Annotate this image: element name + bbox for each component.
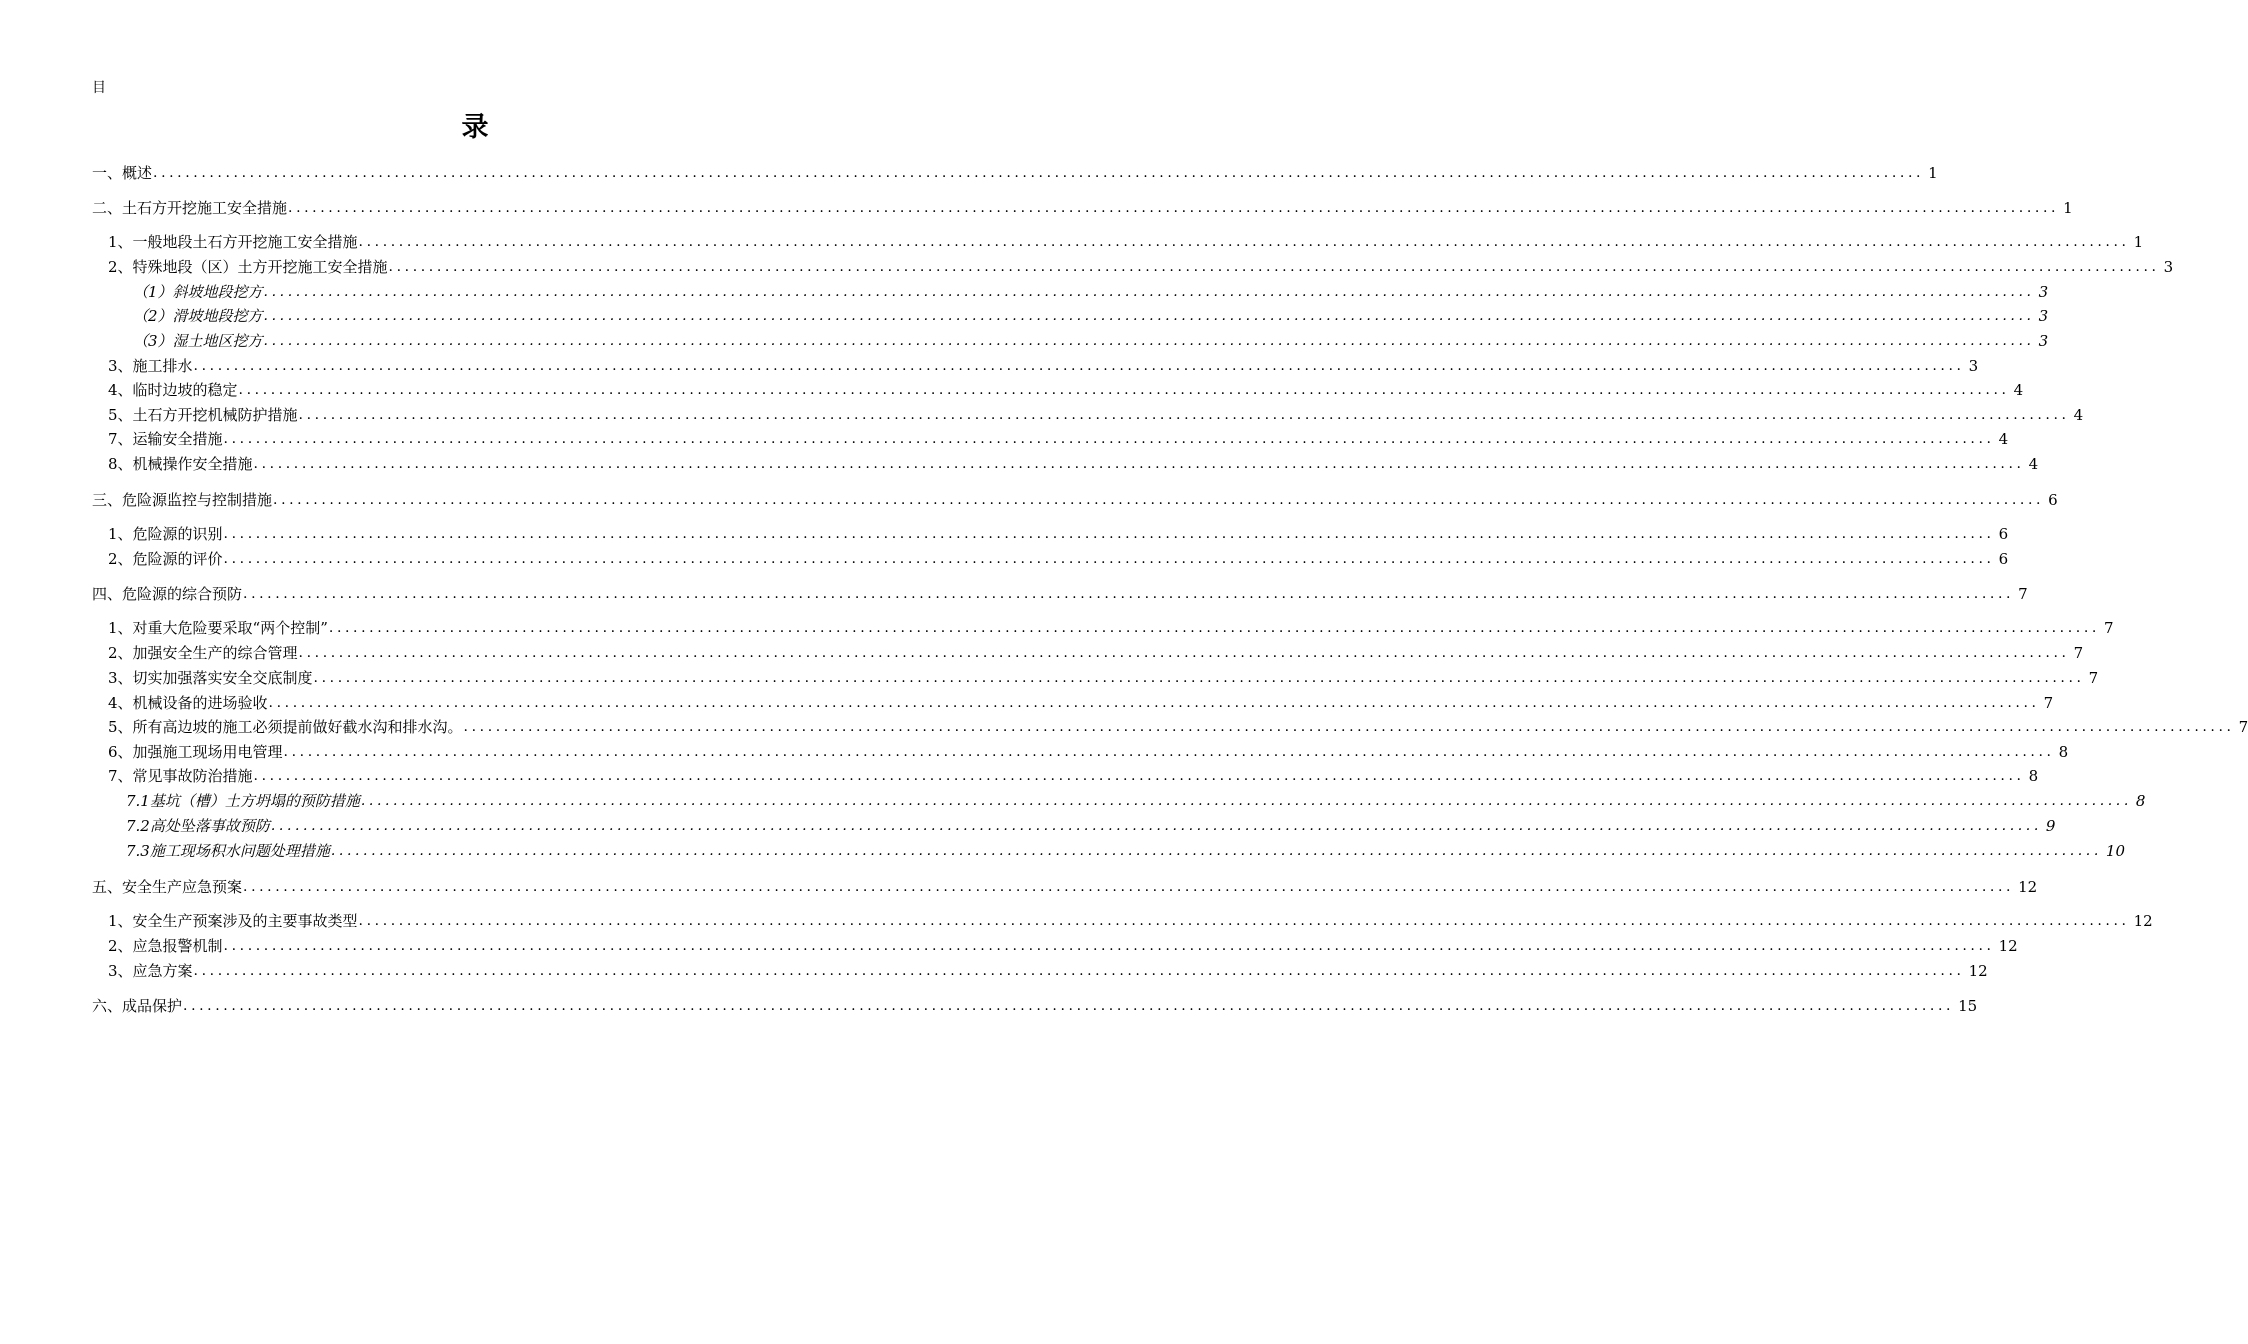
toc-entry-page-number: 4 xyxy=(1998,430,2009,448)
toc-entry-title: 2、应急报警机制 xyxy=(108,937,223,955)
toc-dot-leader: ............................................................................................................................................................................................................................ xyxy=(313,670,2085,686)
toc-entry-page-number: 8 xyxy=(2058,743,2069,761)
toc-entry[interactable] xyxy=(108,255,2174,277)
toc-entry[interactable] xyxy=(108,547,2009,569)
toc-entry[interactable] xyxy=(108,230,2144,252)
toc-entry-title: 6、加强施工现场用电管理 xyxy=(108,743,283,761)
toc-entry[interactable] xyxy=(92,161,1938,183)
toc-entry[interactable] xyxy=(108,641,2084,663)
toc-dot-leader: ............................................................................................................................................................................................................................ xyxy=(328,620,2100,636)
toc-entry-title: 2、特殊地段（区）土方开挖施工安全措施 xyxy=(108,258,388,276)
toc-entry-page-number: 15 xyxy=(1958,997,1978,1015)
toc-entry-page-number: 7 xyxy=(2238,718,2248,736)
toc-entry-page-number: 10 xyxy=(2105,842,2125,860)
toc-entry[interactable] xyxy=(108,764,2039,786)
toc-entry-page-number: 8 xyxy=(2028,767,2039,785)
toc-dot-leader: ............................................................................................................................................................................................................................ xyxy=(253,456,2025,472)
toc-entry-page-number: 12 xyxy=(2133,912,2153,930)
toc-dot-leader: ............................................................................................................................................................................................................................ xyxy=(193,358,1965,374)
toc-entry-page-number: 3 xyxy=(2038,307,2049,325)
toc-heading-part-2: 录 xyxy=(461,112,489,143)
toc-entry-page-number: 1 xyxy=(1928,164,1938,182)
toc-dot-leader: ............................................................................................................................................................................................................................ xyxy=(270,818,2042,834)
toc-entry[interactable] xyxy=(133,280,2049,302)
toc-entry[interactable] xyxy=(108,740,2069,762)
toc-entry-page-number: 9 xyxy=(2045,817,2056,835)
toc-entry[interactable] xyxy=(92,875,2038,897)
toc-entry-title: 7.3施工现场积水问题处理措施 xyxy=(126,842,330,860)
toc-entry-title: （3）湿土地区挖方 xyxy=(133,332,263,350)
toc-entry-title: 1、对重大危险要采取“两个控制” xyxy=(108,619,328,637)
toc-dot-leader: ............................................................................................................................................................................................................................ xyxy=(238,382,2010,398)
toc-entry-page-number: 3 xyxy=(2038,332,2049,350)
toc-entry-title: 4、临时边坡的稳定 xyxy=(108,381,238,399)
toc-entry-title: 3、切实加强落实安全交底制度 xyxy=(108,669,313,687)
toc-entry-title: 1、安全生产预案涉及的主要事故类型 xyxy=(108,912,358,930)
toc-dot-leader: ............................................................................................................................................................................................................................ xyxy=(243,586,2015,602)
toc-dot-leader: ............................................................................................................................................................................................................................ xyxy=(358,234,2130,250)
toc-entry-title: 1、一般地段土石方开挖施工安全措施 xyxy=(108,233,358,251)
toc-entry-title: 2、加强安全生产的综合管理 xyxy=(108,644,298,662)
toc-entry[interactable] xyxy=(108,909,2153,931)
toc-entry[interactable] xyxy=(108,666,2099,688)
toc-entry-page-number: 4 xyxy=(2073,406,2084,424)
toc-entry[interactable] xyxy=(92,582,2028,604)
toc-entry[interactable] xyxy=(133,304,2049,326)
toc-entry-title: 7、常见事故防治措施 xyxy=(108,767,253,785)
toc-dot-leader: ............................................................................................................................................................................................................................ xyxy=(243,879,2015,895)
toc-entry-title: 5、土石方开挖机械防护措施 xyxy=(108,406,298,424)
toc-entry[interactable] xyxy=(108,959,1988,981)
toc-entry-page-number: 1 xyxy=(2133,233,2144,251)
toc-entry-title: （1）斜坡地段挖方 xyxy=(133,283,263,301)
toc-dot-leader: ............................................................................................................................................................................................................................ xyxy=(223,551,1995,567)
toc-dot-leader: ............................................................................................................................................................................................................................ xyxy=(263,308,2035,324)
toc-entry-page-number: 6 xyxy=(1998,550,2009,568)
toc-entry[interactable] xyxy=(92,488,2058,510)
toc-entry-title: 7.1基坑（槽）土方坍塌的预防措施 xyxy=(126,792,360,810)
toc-entry-title: 1、危险源的识别 xyxy=(108,525,223,543)
toc-entry[interactable] xyxy=(126,839,2125,861)
toc-entry[interactable] xyxy=(126,814,2056,836)
toc-entry-page-number: 7 xyxy=(2088,669,2099,687)
toc-dot-leader: ............................................................................................................................................................................................................................ xyxy=(388,259,2160,275)
toc-dot-leader: ............................................................................................................................................................................................................................ xyxy=(298,407,2070,423)
toc-entry-page-number: 7 xyxy=(2018,585,2028,603)
toc-entry[interactable] xyxy=(108,616,2114,638)
toc-dot-leader: ............................................................................................................................................................................................................................ xyxy=(360,793,2132,809)
toc-entry-page-number: 6 xyxy=(1998,525,2009,543)
toc-dot-leader: ............................................................................................................................................................................................................................ xyxy=(223,431,1995,447)
toc-dot-leader: ............................................................................................................................................................................................................................ xyxy=(330,843,2102,859)
toc-dot-leader: ............................................................................................................................................................................................................................ xyxy=(193,963,1965,979)
toc-dot-leader: ............................................................................................................................................................................................................................ xyxy=(268,695,2040,711)
toc-entry[interactable] xyxy=(108,378,2024,400)
toc-dot-leader: ............................................................................................................................................................................................................................ xyxy=(283,744,2055,760)
toc-dot-leader: ............................................................................................................................................................................................................................ xyxy=(183,998,1955,1014)
toc-entry-page-number: 7 xyxy=(2103,619,2114,637)
toc-dot-leader: ............................................................................................................................................................................................................................ xyxy=(263,284,2035,300)
toc-entry-title: 4、机械设备的进场验收 xyxy=(108,694,268,712)
toc-entry-page-number: 7 xyxy=(2043,694,2054,712)
toc-dot-leader: ............................................................................................................................................................................................................................ xyxy=(223,526,1995,542)
toc-dot-leader: ............................................................................................................................................................................................................................ xyxy=(253,768,2025,784)
toc-entry-page-number: 12 xyxy=(1968,962,1988,980)
toc-entry[interactable] xyxy=(108,522,2009,544)
toc-entry-title: 二、土石方开挖施工安全措施 xyxy=(92,199,288,217)
toc-entry-title: 一、概述 xyxy=(92,164,153,182)
toc-entry-title: 3、施工排水 xyxy=(108,357,193,375)
toc-dot-leader: ............................................................................................................................................................................................................................ xyxy=(263,333,2035,349)
toc-dot-leader: ............................................................................................................................................................................................................................ xyxy=(288,200,2060,216)
toc-dot-leader: ............................................................................................................................................................................................................................ xyxy=(358,913,2130,929)
toc-entry[interactable] xyxy=(133,329,2049,351)
toc-entry-page-number: 7 xyxy=(2073,644,2084,662)
toc-dot-leader: ............................................................................................................................................................................................................................ xyxy=(223,938,1995,954)
toc-entry-page-number: 8 xyxy=(2135,792,2146,810)
toc-entry-page-number: 3 xyxy=(2163,258,2174,276)
toc-entry-title: 5、所有高边坡的施工必须提前做好截水沟和排水沟。 xyxy=(108,718,463,736)
toc-dot-leader: ............................................................................................................................................................................................................................ xyxy=(273,492,2045,508)
toc-entry-title: 3、应急方案 xyxy=(108,962,193,980)
toc-entry-title: 三、危险源监控与控制措施 xyxy=(92,491,273,509)
toc-entry-page-number: 6 xyxy=(2048,491,2058,509)
toc-entry[interactable] xyxy=(92,994,1978,1016)
toc-entry-title: 2、危险源的评价 xyxy=(108,550,223,568)
toc-entry[interactable] xyxy=(108,403,2084,425)
toc-entry-title: 7、运输安全措施 xyxy=(108,430,223,448)
toc-entry[interactable] xyxy=(108,934,2018,956)
toc-heading-part-1: 目 xyxy=(92,80,106,96)
toc-entry[interactable] xyxy=(108,691,2054,713)
toc-entry-page-number: 4 xyxy=(2013,381,2024,399)
toc-entry-page-number: 3 xyxy=(2038,283,2049,301)
toc-entry-title: 8、机械操作安全措施 xyxy=(108,455,253,473)
toc-dot-leader: ............................................................................................................................................................................................................................ xyxy=(463,719,2235,735)
toc-entry-page-number: 1 xyxy=(2063,199,2073,217)
toc-entry-title: 五、安全生产应急预案 xyxy=(92,878,243,896)
toc-entry[interactable] xyxy=(108,452,2039,474)
toc-entry-page-number: 3 xyxy=(1968,357,1979,375)
toc-entry[interactable] xyxy=(92,196,2073,218)
toc-entry[interactable] xyxy=(126,789,2146,811)
toc-entry[interactable] xyxy=(108,715,2248,737)
toc-entry-page-number: 12 xyxy=(1998,937,2018,955)
toc-entry[interactable] xyxy=(108,427,2009,449)
toc-entry-page-number: 12 xyxy=(2018,878,2038,896)
toc-entry-title: 7.2高处坠落事故预防 xyxy=(126,817,270,835)
toc-dot-leader: ............................................................................................................................................................................................................................ xyxy=(298,645,2070,661)
toc-entry-title: （2）滑坡地段挖方 xyxy=(133,307,263,325)
toc-entry-title: 六、成品保护 xyxy=(92,997,183,1015)
toc-entry-page-number: 4 xyxy=(2028,455,2039,473)
toc-entry-title: 四、危险源的综合预防 xyxy=(92,585,243,603)
toc-entry[interactable] xyxy=(108,354,1979,376)
toc-dot-leader: ............................................................................................................................................................................................................................ xyxy=(153,165,1925,181)
